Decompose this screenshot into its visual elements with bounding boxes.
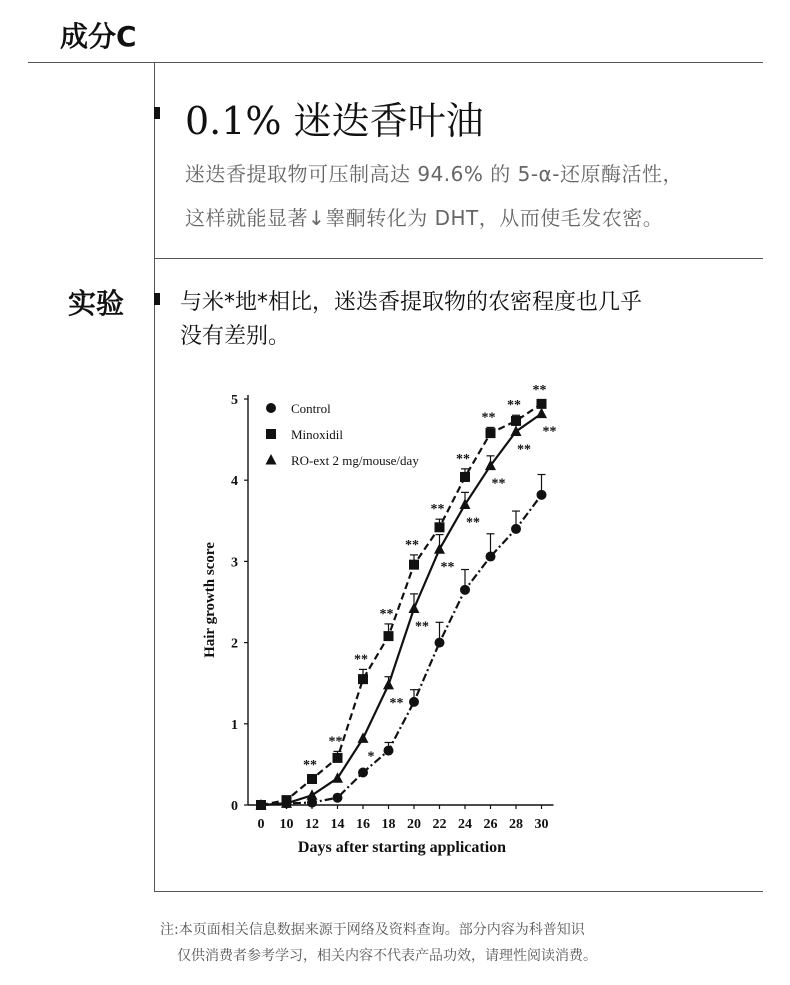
significance-label: **	[354, 652, 368, 668]
y-tick-label: 5	[231, 393, 238, 408]
header-divider	[28, 62, 763, 63]
data-point	[282, 798, 292, 808]
x-tick-label: 12	[305, 817, 319, 832]
significance-label: **	[532, 382, 547, 398]
data-point	[511, 524, 521, 534]
content-vertical-rule	[154, 62, 155, 892]
series-ro-ext-2-mg-mouse-day	[256, 405, 557, 809]
series-line	[261, 414, 542, 805]
significance-label: **	[507, 398, 521, 414]
significance-label: **	[481, 410, 496, 426]
experiment-text-line1: 与米*地*相比，迷迭香提取物的农密程度也几乎	[180, 290, 643, 315]
data-point	[266, 429, 276, 439]
data-point	[511, 425, 522, 436]
footnote-line1: 注:本页面相关信息数据来源于网络及资料查询。部分内容为科普知识	[160, 922, 585, 938]
data-point	[256, 800, 266, 810]
series-line	[261, 495, 542, 805]
x-axis-label: Days after starting application	[297, 839, 507, 856]
data-point	[486, 428, 496, 438]
data-point	[537, 490, 547, 500]
series-control	[256, 475, 547, 810]
experiment-divider	[154, 258, 763, 259]
y-tick-label: 0	[231, 799, 238, 814]
significance-label: **	[430, 502, 445, 518]
significance-label: **	[440, 560, 455, 576]
section-title: 成分C	[60, 20, 137, 53]
significance-label: **	[303, 757, 317, 773]
footnote-line2: 仅供消费者参考学习，相关内容不代表产品功效，请理性阅读消费。	[177, 948, 597, 964]
series-minoxidil	[256, 383, 547, 810]
x-tick-label: 26	[483, 817, 498, 832]
series-line	[261, 404, 542, 805]
data-point	[486, 552, 496, 562]
data-point	[409, 560, 419, 570]
data-point	[358, 732, 369, 743]
significance-label: **	[389, 695, 404, 711]
data-point	[256, 799, 267, 810]
x-tick-label: 22	[432, 817, 447, 832]
legend-label: Minoxidil	[291, 427, 344, 442]
x-tick-label: 30	[534, 817, 549, 832]
data-point	[358, 674, 368, 684]
x-tick-label: 16	[356, 817, 370, 832]
data-point	[460, 472, 470, 482]
x-tick-label: 14	[330, 817, 345, 832]
significance-label: **	[415, 619, 429, 635]
significance-label: **	[517, 442, 531, 458]
significance-label: **	[405, 537, 419, 553]
data-point	[384, 746, 394, 756]
experiment-bullet	[154, 293, 160, 305]
significance-label: **	[466, 515, 480, 531]
data-point	[384, 631, 394, 641]
data-point	[435, 522, 445, 532]
heading-bullet	[154, 107, 160, 119]
data-point	[536, 408, 547, 419]
data-point	[485, 460, 496, 471]
ingredient-heading: 0.1% 迷迭香叶油	[185, 99, 484, 143]
data-point	[460, 585, 470, 595]
significance-label: **	[328, 734, 343, 750]
significance-label: **	[456, 451, 470, 467]
data-point	[266, 403, 276, 413]
data-point	[434, 543, 445, 554]
data-point	[281, 797, 292, 808]
data-point	[307, 774, 317, 784]
data-point	[333, 793, 343, 803]
legend-label: RO-ext 2 mg/mouse/day	[291, 453, 419, 468]
data-point	[256, 800, 266, 810]
data-point	[537, 399, 547, 409]
ingredient-desc-line2: 这样就能显著↓睾酮转化为 DHT，从而使毛发农密。	[185, 206, 664, 230]
x-tick-label: 20	[407, 817, 421, 832]
significance-label: **	[491, 476, 506, 492]
data-point	[383, 679, 394, 690]
data-point	[409, 697, 419, 707]
y-tick-label: 2	[231, 636, 238, 652]
data-point	[358, 768, 368, 778]
significance-label: **	[379, 606, 394, 622]
y-tick-label: 3	[231, 555, 238, 571]
x-tick-label: 28	[509, 817, 523, 832]
experiment-label: 实验	[68, 287, 125, 320]
legend-label: Control	[291, 401, 331, 416]
data-point	[460, 499, 471, 510]
data-point	[435, 638, 445, 648]
y-tick-label: 1	[231, 717, 238, 733]
data-point	[266, 454, 277, 465]
data-point	[307, 789, 318, 800]
x-tick-label: 0	[257, 817, 265, 832]
data-point	[332, 772, 343, 783]
data-point	[511, 416, 521, 426]
ingredient-desc-line1: 迷迭香提取物可压制高达 94.6% 的 5-α-还原酶活性，	[185, 162, 683, 186]
y-axis-label: Hair growth score	[202, 542, 218, 658]
significance-label: *	[367, 749, 375, 765]
experiment-text-line2: 没有差别。	[180, 324, 291, 349]
data-point	[307, 798, 317, 808]
significance-label: **	[542, 424, 557, 440]
data-point	[409, 602, 420, 613]
data-point	[333, 753, 343, 763]
x-tick-label: 18	[381, 817, 396, 832]
x-tick-label: 10	[279, 817, 294, 832]
x-tick-label: 24	[458, 817, 472, 832]
bottom-divider	[154, 891, 763, 892]
y-tick-label: 4	[231, 474, 238, 490]
data-point	[282, 795, 292, 805]
